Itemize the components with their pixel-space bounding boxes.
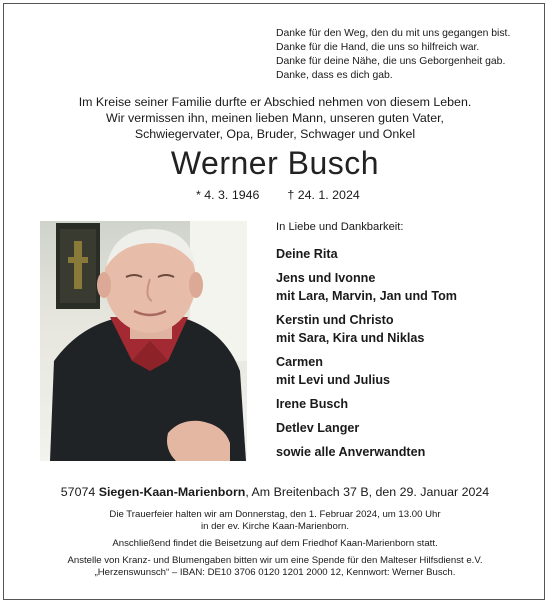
mourner-group bbox=[276, 443, 457, 461]
mourner-line: Deine Rita bbox=[276, 247, 338, 261]
death-date: † 24. 1. 2024 bbox=[287, 188, 360, 202]
notes-line: Anstelle von Kranz- und Blumengaben bitten wir um eine Spende für den Malteser Hilfsdienst e.V. bbox=[67, 555, 483, 566]
city-name: Siegen-Kaan-Marienborn bbox=[98, 485, 246, 499]
mourner-line: sowie alle Anverwandten bbox=[276, 445, 426, 459]
mourner-group bbox=[276, 269, 457, 305]
poem bbox=[276, 27, 510, 83]
notes-line: in der ev. Kirche Kaan-Marienborn. bbox=[200, 521, 350, 532]
mourner-group bbox=[276, 419, 457, 437]
mourner-group bbox=[276, 353, 457, 389]
address-line bbox=[0, 484, 550, 500]
deceased-name: Werner Busch bbox=[170, 145, 380, 181]
poem-line: Danke für deine Nähe, die uns Geborgenheit gab. bbox=[276, 56, 506, 67]
mourner-line: Detlev Langer bbox=[276, 421, 360, 435]
portrait-illustration bbox=[40, 221, 247, 461]
poem-line: Danke, dass es dich gab. bbox=[276, 70, 393, 81]
notes-line: „Herzenswunsch“ – IBAN: DE10 3706 0120 1201 2000 12, Kennwort: Werner Busch. bbox=[94, 567, 456, 578]
mourner-line: Irene Busch bbox=[276, 397, 349, 411]
life-dates bbox=[196, 187, 360, 203]
notes-block bbox=[0, 555, 550, 579]
notes-line: Anschließend findet die Beisetzung auf dem Friedhof Kaan-Marienborn statt. bbox=[112, 538, 438, 549]
birth-date: * 4. 3. 1946 bbox=[196, 188, 260, 202]
intro-text bbox=[0, 94, 550, 142]
ceremony-notes bbox=[0, 509, 550, 584]
poem-line: Danke für den Weg, den du mit uns gegangen bist. bbox=[276, 28, 511, 39]
portrait-photo bbox=[40, 221, 247, 461]
thanks-line: In Liebe und Dankbarkeit: bbox=[276, 221, 404, 233]
mourner-line: Kerstin und Christo bbox=[276, 313, 394, 327]
mourners-list bbox=[276, 245, 457, 467]
mourner-line: mit Levi und Julius bbox=[276, 373, 391, 387]
mourner-group bbox=[276, 395, 457, 413]
mourner-group bbox=[276, 311, 457, 347]
intro-line: Im Kreise seiner Familie durfte er Abschied nehmen von diesem Leben. bbox=[78, 95, 472, 109]
mourner-line: mit Lara, Marvin, Jan und Tom bbox=[276, 289, 458, 303]
notes-line: Die Trauerfeier halten wir am Donnerstag, den 1. Februar 2024, um 13.00 Uhr bbox=[109, 509, 441, 520]
notes-block bbox=[0, 538, 550, 550]
postal-code: 57074 bbox=[60, 485, 99, 499]
intro-line: Wir vermissen ihn, meinen lieben Mann, unseren guten Vater, bbox=[106, 111, 444, 125]
poem-line: Danke für die Hand, die uns so hilfreich war. bbox=[276, 42, 480, 53]
mourner-line: Carmen bbox=[276, 355, 323, 369]
mourner-line: mit Sara, Kira und Niklas bbox=[276, 331, 425, 345]
intro-line: Schwiegervater, Opa, Bruder, Schwager und Onkel bbox=[134, 127, 416, 141]
mourner-line: Jens und Ivonne bbox=[276, 271, 376, 285]
street-and-date: , Am Breitenbach 37 B, den 29. Januar 2024 bbox=[245, 485, 490, 499]
mourner-group bbox=[276, 245, 457, 263]
notes-block bbox=[0, 509, 550, 533]
